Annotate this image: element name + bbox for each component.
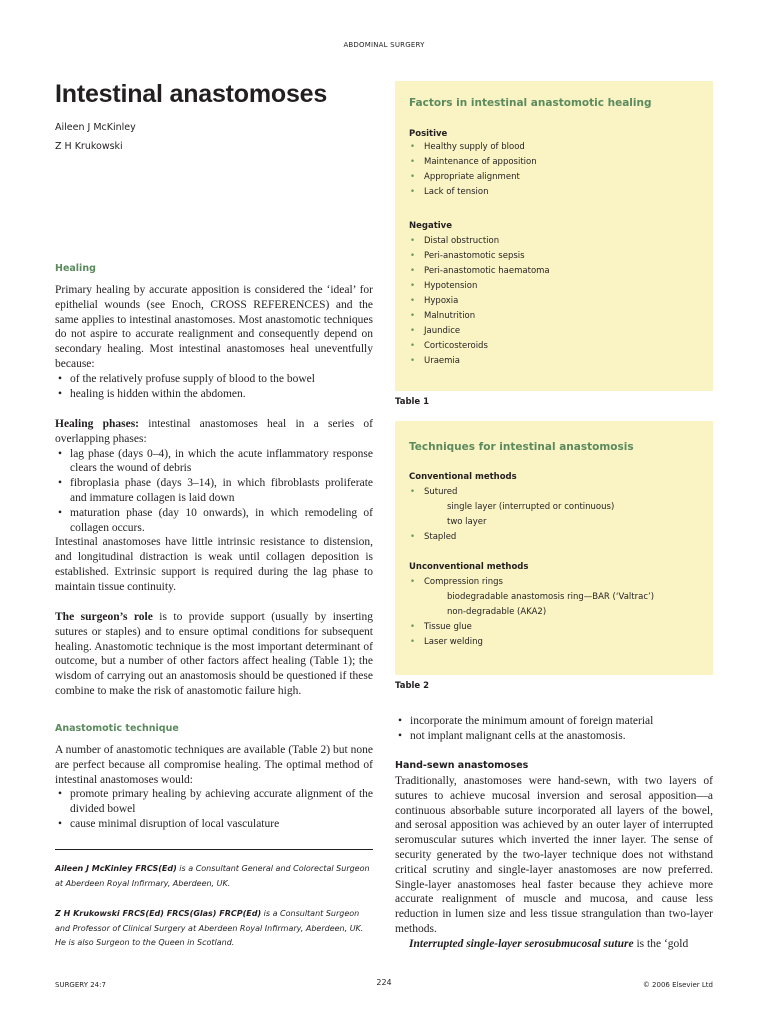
affiliation-divider <box>55 849 373 850</box>
technique-heading: Anastomotic technique <box>55 723 179 734</box>
affiliation-2-name: Z H Krukowski FRCS(Ed) FRCS(Glas) FRCP(Ed) <box>55 909 262 918</box>
healing-section <box>55 283 373 401</box>
list-item: • Lack of tension <box>409 185 537 200</box>
list-item: • fibroplasia phase (days 3–14), in which fibroblasts proliferate and immature collagen is laid down <box>55 476 373 506</box>
list-item: • Hypoxia <box>409 294 550 309</box>
list-item: • Healthy supply of blood <box>409 140 537 155</box>
list-item: • Maintenance of apposition <box>409 155 537 170</box>
phases-section <box>55 417 373 595</box>
list-item: • Compression rings <box>409 575 503 590</box>
technique-bullets <box>55 787 373 831</box>
phases-after-paragraph: Intestinal anastomoses have little intrinsic resistance to distension, and longitudinal distraction is weak until collagen deposition is established. Extrinsic support is required during the lag phase to maintain tissue continuity. <box>55 536 373 593</box>
footer-journal: SURGERY 24:7 <box>55 981 106 989</box>
right-bullets-section <box>395 714 713 744</box>
handsewn-section <box>395 774 713 952</box>
footer-page-number: 224 <box>376 978 392 987</box>
table-2-compression-sub-2: non-degradable (AKA2) <box>447 607 547 617</box>
list-item: • Stapled <box>409 530 456 545</box>
table-1-box <box>395 81 713 391</box>
list-item: • Jaundice <box>409 324 550 339</box>
phases-bullets <box>55 447 373 536</box>
running-head: ABDOMINAL SURGERY <box>343 41 425 49</box>
list-item: • Appropriate alignment <box>409 170 537 185</box>
surgeon-lead: The surgeon’s role <box>55 611 153 623</box>
list-item: • maturation phase (day 10 onwards), in which remodeling of collagen occurs. <box>55 506 373 536</box>
article-title: Intestinal anastomoses <box>55 80 328 108</box>
list-item: • of the relatively profuse supply of blood to the bowel <box>55 372 373 387</box>
table-2-stapled <box>409 530 456 545</box>
affiliation-2 <box>55 907 373 951</box>
serosubmucosal-paragraph <box>395 937 713 952</box>
list-item: • not implant malignant cells at the anastomosis. <box>395 729 713 744</box>
table-2-compression <box>409 575 503 590</box>
table-2-compression-sub-1: biodegradable anastomosis ring—BAR (‘Valtrac’) <box>447 592 655 602</box>
list-item: • incorporate the minimum amount of foreign material <box>395 714 713 729</box>
serosubmucosal-lead: Interrupted single-layer serosubmucosal suture <box>409 937 634 950</box>
list-item: • Distal obstruction <box>409 234 550 249</box>
table-2-box <box>395 421 713 675</box>
phases-paragraph <box>55 417 373 447</box>
list-item: • cause minimal disruption of local vasculature <box>55 817 373 832</box>
affiliation-2-text: is a Consultant Surgeon and Professor of Clinical Surgery at Aberdeen Royal Infirmary, Aberdeen, UK. He is also Surgeon to the Queen in Scotland. <box>55 909 364 947</box>
list-item: • promote primary healing by achieving accurate alignment of the divided bowel <box>55 787 373 817</box>
table-2-sutured-sub-2: two layer <box>447 517 487 527</box>
table-2-conventional-label: Conventional methods <box>409 472 517 482</box>
table-1-title: Factors in intestinal anastomotic healing <box>409 97 652 109</box>
list-item: • Hypotension <box>409 279 550 294</box>
list-item: • healing is hidden within the abdomen. <box>55 387 373 402</box>
list-item: • Malnutrition <box>409 309 550 324</box>
affiliation-1 <box>55 862 373 891</box>
phases-text: intestinal anastomoses heal in a series of overlapping phases: <box>55 418 373 445</box>
healing-paragraph: Primary healing by accurate apposition is considered the ‘ideal’ for epithelial wounds (see Enoch, CROSS REFERENCES) and the same applies to intestinal anastomoses. Most anastomotic techniques do not aspire to accurate realignment and consequently depend on secondary healing. Most intestinal anastomoses heal uneventfully because: <box>55 284 373 370</box>
healing-bullets <box>55 372 373 402</box>
list-item: • Peri-anastomotic sepsis <box>409 249 550 264</box>
list-item: • Sutured <box>409 485 457 500</box>
table-2-glue-laser <box>409 620 483 650</box>
table-1-label: Table 1 <box>395 397 430 407</box>
handsewn-heading: Hand-sewn anastomoses <box>395 760 529 771</box>
list-item: • Laser welding <box>409 635 483 650</box>
affiliation-1-name: Aileen J McKinley FRCS(Ed) <box>55 864 177 873</box>
right-bullets <box>395 714 713 744</box>
table-2-label: Table 2 <box>395 681 430 691</box>
footer-copyright: © 2006 Elsevier Ltd <box>642 981 713 989</box>
author-1: Aileen J McKinley <box>55 122 136 133</box>
table-1-negative-list <box>409 234 550 369</box>
surgeon-text: is to provide support (usually by inserting sutures or staples) and to ensure optimal conditions for subsequent healing. Anastomotic technique is the most important determinant of outcome, but a number of other factors affect healing (Table 1); the wisdom of carrying out an anastomosis should be questioned if these combine to make the risk of anastomotic failure high. <box>55 611 373 697</box>
serosubmucosal-text: is the ‘gold <box>633 937 689 950</box>
surgeon-section <box>55 610 373 699</box>
table-2-title: Techniques for intestinal anastomosis <box>409 441 634 453</box>
phases-lead: Healing phases: <box>55 418 140 430</box>
list-item: • Uraemia <box>409 354 550 369</box>
list-item: • Corticosteroids <box>409 339 550 354</box>
list-item: • lag phase (days 0–4), in which the acute inflammatory response clears the wound of debris <box>55 447 373 477</box>
table-2-sutured-sub-1: single layer (interrupted or continuous) <box>447 502 615 512</box>
list-item: • Peri-anastomotic haematoma <box>409 264 550 279</box>
list-item: • Tissue glue <box>409 620 483 635</box>
surgeon-paragraph <box>55 610 373 699</box>
author-2: Z H Krukowski <box>55 141 123 152</box>
table-1-positive-list <box>409 140 537 200</box>
technique-section <box>55 743 373 832</box>
healing-heading: Healing <box>55 263 96 274</box>
handsewn-paragraph: Traditionally, anastomoses were hand-sewn, with two layers of sutures to achieve mucosal inversion and serosal apposition—a continuous absorbable suture incorporated all layers of the bowel, and serosal apposition was achieved by an outer layer of interrupted seromuscular sutures which inverted the inner layer. The sense of security generated by the two-layer technique does not withstand critical scrutiny and single-layer anastomoses are now preferred. Single-layer anastomoses heal faster because they achieve more accurate realignment of muscle and mucosa, and cause less reduction in lumen size and less tissue strangulation than two-layer methods. <box>395 775 713 935</box>
table-1-positive-label: Positive <box>409 129 448 139</box>
table-1-negative-label: Negative <box>409 221 452 231</box>
table-2-sutured <box>409 485 457 500</box>
affiliation-1-text: is a Consultant General and Colorectal Surgeon at Aberdeen Royal Infirmary, Aberdeen, UK. <box>55 864 370 888</box>
technique-paragraph: A number of anastomotic techniques are available (Table 2) but none are perfect because all compromise healing. The optimal method of intestinal anastomoses would: <box>55 744 373 786</box>
table-2-unconventional-label: Unconventional methods <box>409 562 529 572</box>
